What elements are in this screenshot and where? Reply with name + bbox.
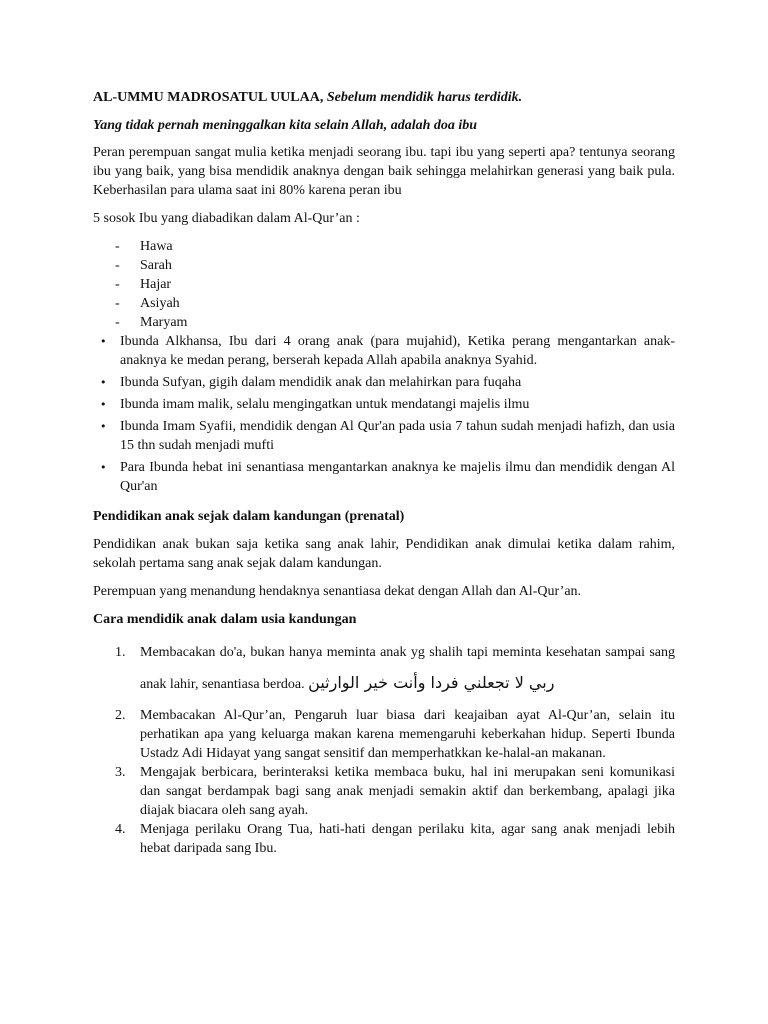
mothers-list-intro: 5 sosok Ibu yang diabadikan dalam Al-Qur’an : xyxy=(93,211,360,226)
list-item-text: Membacakan do'a, bukan hanya meminta anak yg shalih tapi meminta kesehatan sampai sang anak lahir, senantiasa berdoa. xyxy=(140,645,675,692)
document-title xyxy=(93,88,675,107)
list-number: 2. xyxy=(115,708,126,723)
list-item: • Para Ibunda hebat ini senantiasa mengantarkan anaknya ke majelis ilmu dan mendidik dengan Al Qur'an xyxy=(93,458,675,496)
section-heading-methods: Cara mendidik anak dalam usia kandungan xyxy=(93,612,357,627)
list-item: - Hajar xyxy=(93,275,675,294)
list-item: • Ibunda Imam Syafii, mendidik dengan Al Qur'an pada usia 7 tahun sudah menjadi hafizh, dan usia 15 thn sudah menjadi mufti xyxy=(93,417,675,455)
list-item: • Ibunda imam malik, selalu mengingatkan untuk mendatangi majelis ilmu xyxy=(93,395,675,414)
list-number: 3. xyxy=(115,765,126,780)
section-heading-prenatal: Pendidikan anak sejak dalam kandungan (prenatal) xyxy=(93,509,405,524)
list-item-text: Menjaga perilaku Orang Tua, hati-hati dengan perilaku kita, agar sang anak menjadi lebih hebat daripada sang Ibu. xyxy=(140,822,675,856)
list-item xyxy=(93,638,675,700)
document-subtitle: Yang tidak pernah meninggalkan kita selain Allah, adalah doa ibu xyxy=(93,118,478,133)
mothers-list xyxy=(93,237,675,332)
prenatal-paragraph: Pendidikan anak bukan saja ketika sang anak lahir, Pendidikan anak dimulai ketika dalam rahim, sekolah pertama sang anak sejak dalam kandungan. xyxy=(93,537,675,571)
list-item xyxy=(93,706,675,763)
list-item: - Hawa xyxy=(93,237,675,256)
list-number: 4. xyxy=(115,822,126,837)
arabic-prayer: ربي لا تجعلني فردا وأنت خير الوارثين xyxy=(308,673,555,692)
list-item: • Ibunda Sufyan, gigih dalam mendidik anak dan melahirkan para fuqaha xyxy=(93,373,675,392)
list-item: • Ibunda Alkhansa, Ibu dari 4 orang anak (para mujahid), Ketika perang mengantarkan anak-anaknya ke medan perang, berserah kepada Allah apabila anaknya Syahid. xyxy=(93,332,675,370)
list-item: - Sarah xyxy=(93,256,675,275)
title-tagline: Sebelum mendidik harus terdidik. xyxy=(326,90,523,105)
list-item-text: Mengajak berbicara, berinteraksi ketika membaca buku, hal ini merupakan seni komunikasi dan sangat berdampak bagi sang anak menjadi semakin aktif dan berkembang, apalagi jika diajak biacara oleh sang ayah. xyxy=(140,765,675,818)
exemplary-mothers-list xyxy=(93,332,675,496)
title-main: AL-UMMU MADROSATUL UULAA, xyxy=(93,90,324,105)
list-item: - Asiyah xyxy=(93,294,675,313)
intro-paragraph: Peran perempuan sangat mulia ketika menjadi seorang ibu. tapi ibu yang seperti apa? tentunya seorang ibu yang baik, yang bisa mendidik anaknya dengan baik sehingga melahirkan generasi yang baik pula. Keberhasilan para ulama saat ini 80% karena peran ibu xyxy=(93,145,675,198)
list-item-text: Membacakan Al-Qur’an, Pengaruh luar biasa dari keajaiban ayat Al-Qur’an, selain itu perhatikan apa yang keluarga makan karena memengaruhi keberkahan hidup. Seperti Ibunda Ustadz Adi Hidayat yang sangat sensitif dan memperhatkkan ke-halal-an makanan. xyxy=(140,708,675,761)
list-item xyxy=(93,820,675,858)
methods-list xyxy=(93,638,675,858)
list-number: 1. xyxy=(115,645,126,660)
pregnant-woman-paragraph: Perempuan yang menandung hendaknya senantiasa dekat dengan Allah dan Al-Qur’an. xyxy=(93,584,582,599)
list-item: - Maryam xyxy=(93,313,675,332)
list-item xyxy=(93,763,675,820)
